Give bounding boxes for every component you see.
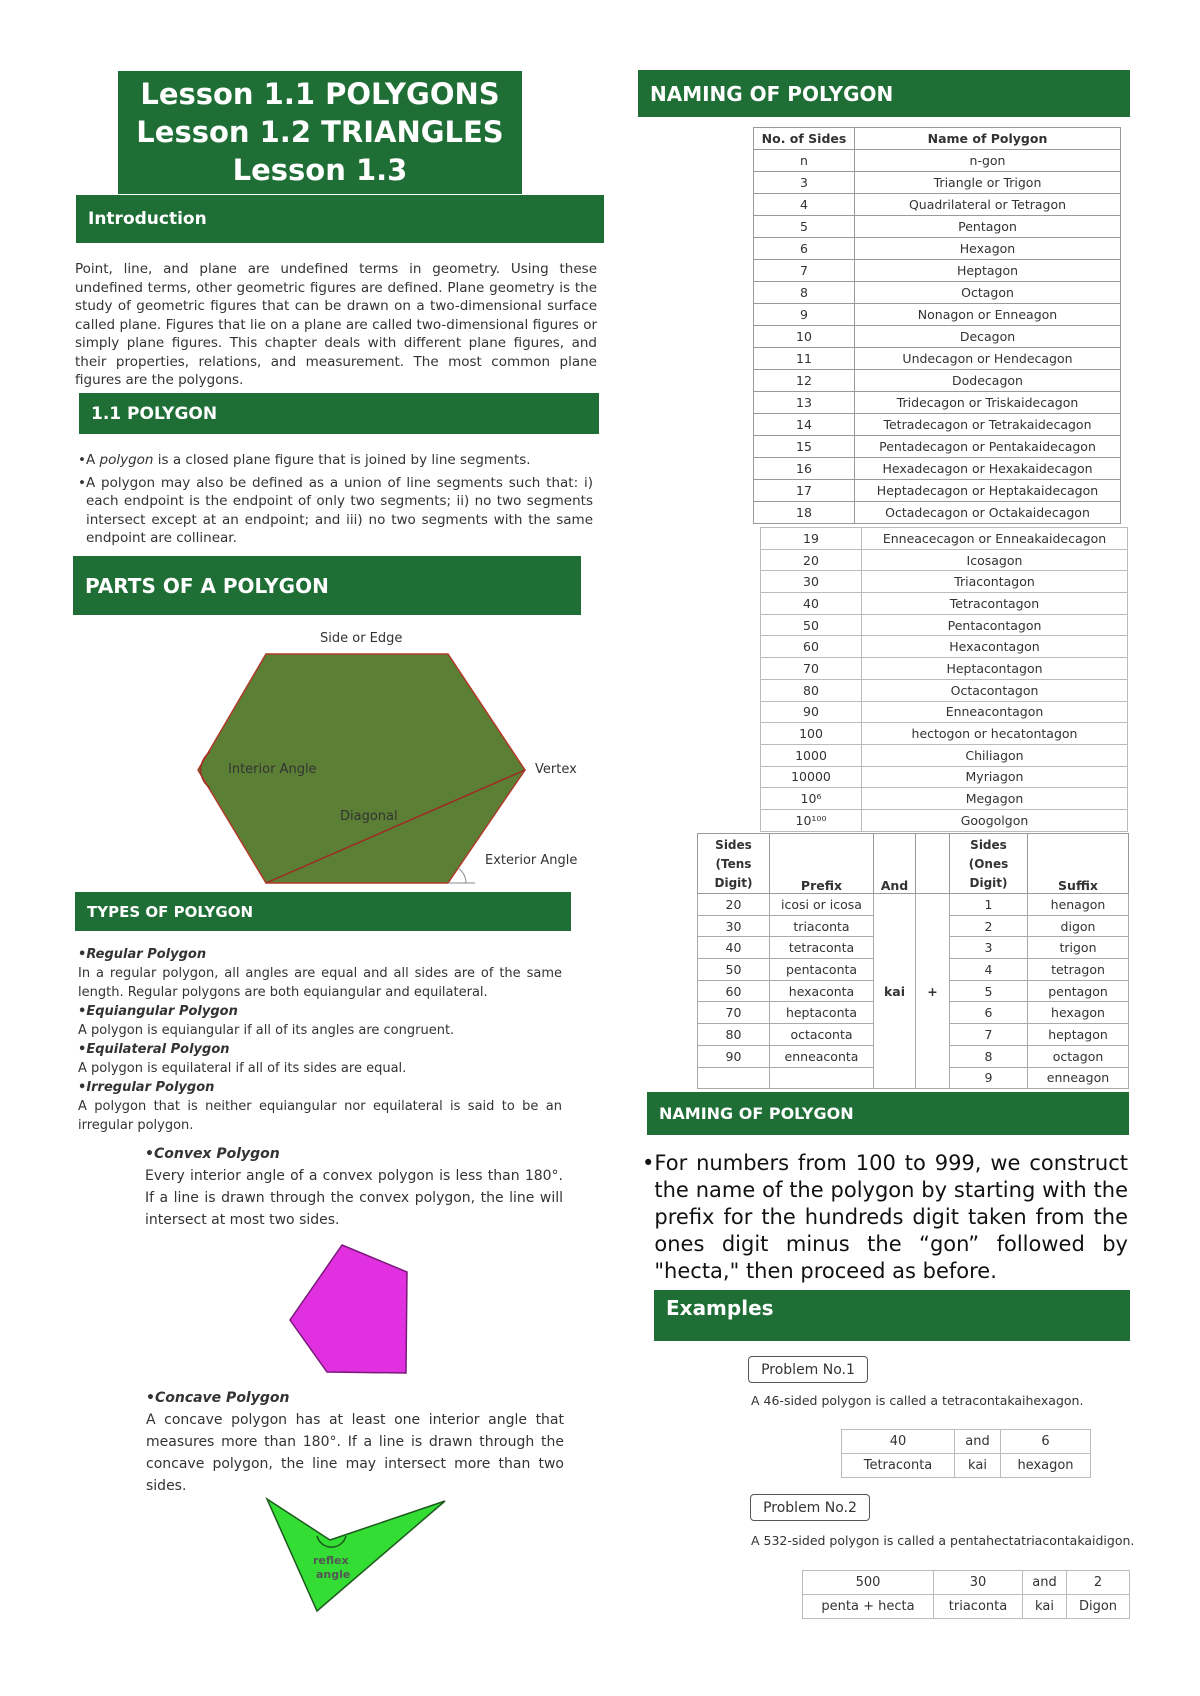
bullet1-term: polygon (99, 452, 154, 468)
h-prefix: Prefix (770, 834, 874, 894)
tens-cell: 70 (698, 1002, 770, 1024)
equiangular-text: A polygon is equiangular if all of its angles are congruent. (78, 1023, 455, 1038)
name-cell: Dodecagon (855, 370, 1121, 392)
h-suffix: Suffix (1028, 834, 1129, 894)
suffix-cell: heptagon (1028, 1024, 1129, 1046)
tens-cell: 30 (698, 915, 770, 937)
naming2-heading (647, 1092, 1129, 1135)
problem-1-label: Problem No.1 (748, 1356, 868, 1383)
table-row (754, 282, 1121, 304)
naming2-text: For numbers from 100 to 999, we construct the name of the polygon by starting with the prefix for the hundreds digit taken from the ones digit minus the “gon” followed by "hecta," then proceed as before. (654, 1151, 1128, 1283)
sides-cell: 8 (754, 282, 855, 304)
table-row (761, 766, 1128, 788)
sides-cell: 10000 (761, 766, 862, 788)
regular-text: In a regular polygon, all angles are equal and all sides are of the same length. Regular polygons are both equiangular and equilateral. (78, 966, 562, 1000)
tens-cell: 90 (698, 1045, 770, 1067)
concave-polygon (262, 1494, 452, 1614)
table-row (754, 238, 1121, 260)
naming2-text-block: • For numbers from 100 to 999, we construct the name of the polygon by starting with the prefix for the hundreds digit taken from the ones digit minus the “gon” followed by "hecta," then proceed as before. (642, 1151, 1128, 1283)
example-cell: hexagon (1001, 1454, 1091, 1478)
bullet1-rest: is a closed plane figure that is joined by line segments. (153, 452, 531, 468)
name-cell: Googolgon (862, 809, 1128, 831)
table-row (761, 701, 1128, 723)
naming2-heading-label: NAMING OF POLYGON (659, 1104, 854, 1123)
concave-title: •Concave Polygon (146, 1390, 290, 1406)
ones-cell: 4 (950, 959, 1028, 981)
sides-cell: 10 (754, 326, 855, 348)
sides-cell: n (754, 150, 855, 172)
concave-block (146, 1387, 564, 1497)
ones-cell: 8 (950, 1045, 1028, 1067)
example-cell: 6 (1001, 1430, 1091, 1454)
sides-cell: 80 (761, 679, 862, 701)
sides-cell: 6 (754, 238, 855, 260)
sides-cell: 18 (754, 502, 855, 524)
name-cell: Hexacontagon (862, 636, 1128, 658)
lesson-title-1: Lesson 1.1 POLYGONS (140, 77, 500, 111)
bullet1-prefix: A (85, 452, 100, 468)
reflex-label-1: reflex (313, 1554, 349, 1567)
table-row (803, 1595, 1130, 1619)
name-cell: Octacontagon (862, 679, 1128, 701)
irregular-text: A polygon that is neither equiangular nor equilateral is said to be an irregular polygon. (78, 1099, 562, 1133)
convex-pentagon (285, 1240, 415, 1380)
intro-heading (76, 195, 604, 243)
equiangular-title-text: Equiangular Polygon (86, 1004, 238, 1019)
reflex-label-2: angle (316, 1568, 351, 1581)
name-cell: n-gon (855, 150, 1121, 172)
naming-table-1 (753, 127, 1121, 524)
equiangular-title: •Equiangular Polygon (78, 1004, 238, 1019)
suffix-cell: henagon (1028, 894, 1129, 916)
name-cell: hectogon or hecatontagon (862, 723, 1128, 745)
table-row (761, 723, 1128, 745)
prefix-cell (770, 1067, 874, 1089)
ones-cell: 7 (950, 1024, 1028, 1046)
suffix-cell: tetragon (1028, 959, 1129, 981)
sides-cell: 70 (761, 658, 862, 680)
tens-cell: 20 (698, 894, 770, 916)
naming-table-2 (760, 527, 1128, 832)
kai-cell: kai (874, 894, 916, 1089)
sides-cell: 9 (754, 304, 855, 326)
convex-title-text: Convex Polygon (153, 1146, 280, 1162)
ones-cell: 2 (950, 915, 1028, 937)
table-row (754, 414, 1121, 436)
types-heading-label: TYPES OF POLYGON (87, 902, 254, 921)
types-list (78, 945, 562, 1135)
plus-cell: + (916, 894, 950, 1089)
table-row (754, 392, 1121, 414)
suffix-cell: hexagon (1028, 1002, 1129, 1024)
sides-cell: 30 (761, 571, 862, 593)
suffix-cell: pentagon (1028, 980, 1129, 1002)
table-row (761, 809, 1128, 831)
table-row (842, 1430, 1091, 1454)
problem-1-text: A 46-sided polygon is called a tetracontakaihexagon. (751, 1393, 1084, 1408)
irregular-title: •Irregular Polygon (78, 1080, 215, 1095)
problem-1-table (841, 1429, 1091, 1478)
problem-2-label: Problem No.2 (750, 1494, 870, 1521)
tens-cell (698, 1067, 770, 1089)
table-row (754, 436, 1121, 458)
sides-cell: 14 (754, 414, 855, 436)
sides-cell: 100 (761, 723, 862, 745)
name-cell: Decagon (855, 326, 1121, 348)
sides-cell: 4 (754, 194, 855, 216)
types-heading (75, 892, 571, 931)
examples-heading-label: Examples (666, 1296, 774, 1320)
prefix-cell: enneaconta (770, 1045, 874, 1067)
bullet2-text: A polygon may also be defined as a union of line segments such that: i) each endpoint is the endpoint of only two segments; ii) no two segments intersect except at an endpoint; and iii) no two segments with the same endpoint are collinear. (85, 474, 593, 546)
table-row (754, 326, 1121, 348)
equilateral-title: •Equilateral Polygon (78, 1042, 230, 1057)
table-row (761, 614, 1128, 636)
prefix-cell: hexaconta (770, 980, 874, 1002)
name-cell: Megagon (862, 788, 1128, 810)
example-cell: penta + hecta (803, 1595, 934, 1619)
prefix-cell: pentaconta (770, 959, 874, 981)
table-row (754, 194, 1121, 216)
problem-2-text: A 532-sided polygon is called a pentahectatriacontakaidigon. (751, 1533, 1135, 1548)
table-row (761, 593, 1128, 615)
suffix-cell: octagon (1028, 1045, 1129, 1067)
sides-cell: 7 (754, 260, 855, 282)
suffix-cell: enneagon (1028, 1067, 1129, 1089)
example-cell: kai (1023, 1595, 1067, 1619)
h-sides-ones: Sides (Ones Digit) (950, 834, 1028, 894)
col-name-header: Name of Polygon (855, 128, 1121, 150)
name-cell: Chiliagon (862, 744, 1128, 766)
sides-cell: 90 (761, 701, 862, 723)
label-diagonal: Diagonal (340, 809, 398, 824)
name-cell: Triangle or Trigon (855, 172, 1121, 194)
name-cell: Triacontagon (862, 571, 1128, 593)
label-vertex: Vertex (535, 762, 577, 777)
regular-title: •Regular Polygon (78, 947, 207, 962)
table-row (754, 348, 1121, 370)
prefix-suffix-table (697, 833, 1129, 1089)
prefix-cell: heptaconta (770, 1002, 874, 1024)
table-row (698, 894, 1129, 916)
example-cell: and (1023, 1571, 1067, 1595)
sides-cell: 50 (761, 614, 862, 636)
example-cell: triaconta (934, 1595, 1023, 1619)
prefix-cell: triaconta (770, 915, 874, 937)
example-cell: kai (955, 1454, 1001, 1478)
tens-cell: 40 (698, 937, 770, 959)
convex-text: Every interior angle of a convex polygon is less than 180°. If a line is drawn through the convex polygon, the line will intersect at most two sides. (145, 1168, 563, 1228)
example-cell: Digon (1067, 1595, 1130, 1619)
ones-cell: 1 (950, 894, 1028, 916)
irregular-title-text: Irregular Polygon (86, 1080, 215, 1095)
name-cell: Pentadecagon or Pentakaidecagon (855, 436, 1121, 458)
sides-cell: 60 (761, 636, 862, 658)
concave-title-text: Concave Polygon (154, 1390, 290, 1406)
col-sides-header: No. of Sides (754, 128, 855, 150)
table-row (761, 571, 1128, 593)
table-row (754, 458, 1121, 480)
polygon-bullets (78, 451, 593, 548)
sides-cell: 1000 (761, 744, 862, 766)
table-row (761, 528, 1128, 550)
lesson-title-2: Lesson 1.2 TRIANGLES (136, 115, 504, 149)
concave-text: A concave polygon has at least one interior angle that measures more than 180°. If a line is drawn through the concave polygon, the line may intersect more than two sides. (146, 1412, 564, 1494)
table-row (754, 260, 1121, 282)
tens-cell: 50 (698, 959, 770, 981)
table-row (754, 304, 1121, 326)
ones-cell: 3 (950, 937, 1028, 959)
convex-title: •Convex Polygon (145, 1146, 280, 1162)
ones-cell: 6 (950, 1002, 1028, 1024)
table-row (761, 658, 1128, 680)
name-cell: Nonagon or Enneagon (855, 304, 1121, 326)
name-cell: Hexadecagon or Hexakaidecagon (855, 458, 1121, 480)
name-cell: Tetradecagon or Tetrakaidecagon (855, 414, 1121, 436)
sides-cell: 15 (754, 436, 855, 458)
polygon-bullet-2: • A polygon may also be defined as a union of line segments such that: i) each endpoint is the endpoint of only two segments; ii) no two segments intersect except at an endpoint; and iii) no two segments with the same endpoint are collinear. (78, 474, 593, 546)
table-row (754, 370, 1121, 392)
name-cell: Heptacontagon (862, 658, 1128, 680)
sides-cell: 13 (754, 392, 855, 414)
name-cell: Pentagon (855, 216, 1121, 238)
naming-heading (638, 70, 1130, 117)
table-row (803, 1571, 1130, 1595)
example-cell: 500 (803, 1571, 934, 1595)
ones-cell: 5 (950, 980, 1028, 1002)
regular-title-text: Regular Polygon (86, 947, 207, 962)
name-cell: Myriagon (862, 766, 1128, 788)
name-cell: Pentacontagon (862, 614, 1128, 636)
name-cell: Tetracontagon (862, 593, 1128, 615)
h-and: And (874, 834, 916, 894)
intro-heading-label: Introduction (88, 209, 207, 229)
parts-heading (73, 556, 581, 615)
lesson-title-3: Lesson 1.3 (232, 153, 408, 187)
sides-cell: 5 (754, 216, 855, 238)
prefix-cell: tetraconta (770, 937, 874, 959)
polygon-bullet-1: •A polygon is a closed plane figure that is joined by line segments. (78, 452, 531, 468)
example-cell: 2 (1067, 1571, 1130, 1595)
name-cell: Enneacecagon or Enneakaidecagon (862, 528, 1128, 550)
table-row (761, 679, 1128, 701)
tens-cell: 60 (698, 980, 770, 1002)
name-cell: Undecagon or Hendecagon (855, 348, 1121, 370)
prefix-cell: icosi or icosa (770, 894, 874, 916)
equilateral-text: A polygon is equilateral if all of its sides are equal. (78, 1061, 407, 1076)
name-cell: Tridecagon or Triskaidecagon (855, 392, 1121, 414)
label-interior: Interior Angle (228, 762, 317, 777)
table-row (754, 216, 1121, 238)
table-row (754, 502, 1121, 524)
problem-2-table (802, 1570, 1130, 1619)
suffix-cell: trigon (1028, 937, 1129, 959)
exterior-angle-arc (458, 868, 466, 883)
table-row (754, 172, 1121, 194)
example-cell: and (955, 1430, 1001, 1454)
name-cell: Heptadecagon or Heptakaidecagon (855, 480, 1121, 502)
h-sides-tens: Sides (Tens Digit) (698, 834, 770, 894)
label-side: Side or Edge (320, 631, 403, 646)
intro-text: Point, line, and plane are undefined terms in geometry. Using these undefined terms, other geometric figures are defined. Plane geometry is the study of geometric figures that can be drawn on a two-dimensional surface called plane. Figures that lie on a plane are called two-dimensional figures or simply plane figures. This chapter deals with different plane figures, and their properties, relations, and measurement. The most common plane figures are the polygons. (75, 261, 597, 388)
table-row (754, 150, 1121, 172)
sides-cell: 40 (761, 593, 862, 615)
polygon-heading-label: 1.1 POLYGON (91, 403, 218, 424)
lesson-title-box (118, 71, 522, 194)
name-cell: Quadrilateral or Tetragon (855, 194, 1121, 216)
sides-cell: 3 (754, 172, 855, 194)
example-cell: Tetraconta (842, 1454, 955, 1478)
table-row (761, 744, 1128, 766)
name-cell: Octagon (855, 282, 1121, 304)
convex-block (145, 1143, 563, 1231)
sides-cell: 11 (754, 348, 855, 370)
polygon-heading (79, 393, 599, 434)
sides-cell: 20 (761, 549, 862, 571)
sides-cell: 10¹⁰⁰ (761, 809, 862, 831)
table-row (761, 549, 1128, 571)
example-cell: 30 (934, 1571, 1023, 1595)
sides-cell: 19 (761, 528, 862, 550)
parts-heading-label: PARTS OF A POLYGON (85, 573, 329, 598)
label-exterior: Exterior Angle (485, 853, 578, 868)
name-cell: Heptagon (855, 260, 1121, 282)
example-cell: 40 (842, 1430, 955, 1454)
sides-cell: 10⁶ (761, 788, 862, 810)
table-row (761, 788, 1128, 810)
name-cell: Enneacontagon (862, 701, 1128, 723)
table-row (754, 480, 1121, 502)
naming-heading-label: NAMING OF POLYGON (650, 81, 894, 106)
ones-cell: 9 (950, 1067, 1028, 1089)
prefix-cell: octaconta (770, 1024, 874, 1046)
equilateral-title-text: Equilateral Polygon (86, 1042, 230, 1057)
sides-cell: 12 (754, 370, 855, 392)
suffix-cell: digon (1028, 915, 1129, 937)
name-cell: Octadecagon or Octakaidecagon (855, 502, 1121, 524)
tens-cell: 80 (698, 1024, 770, 1046)
name-cell: Hexagon (855, 238, 1121, 260)
table-row (842, 1454, 1091, 1478)
sides-cell: 17 (754, 480, 855, 502)
name-cell: Icosagon (862, 549, 1128, 571)
hexagon-diagram (170, 620, 590, 890)
sides-cell: 16 (754, 458, 855, 480)
examples-heading (654, 1290, 1130, 1341)
table-row (761, 636, 1128, 658)
